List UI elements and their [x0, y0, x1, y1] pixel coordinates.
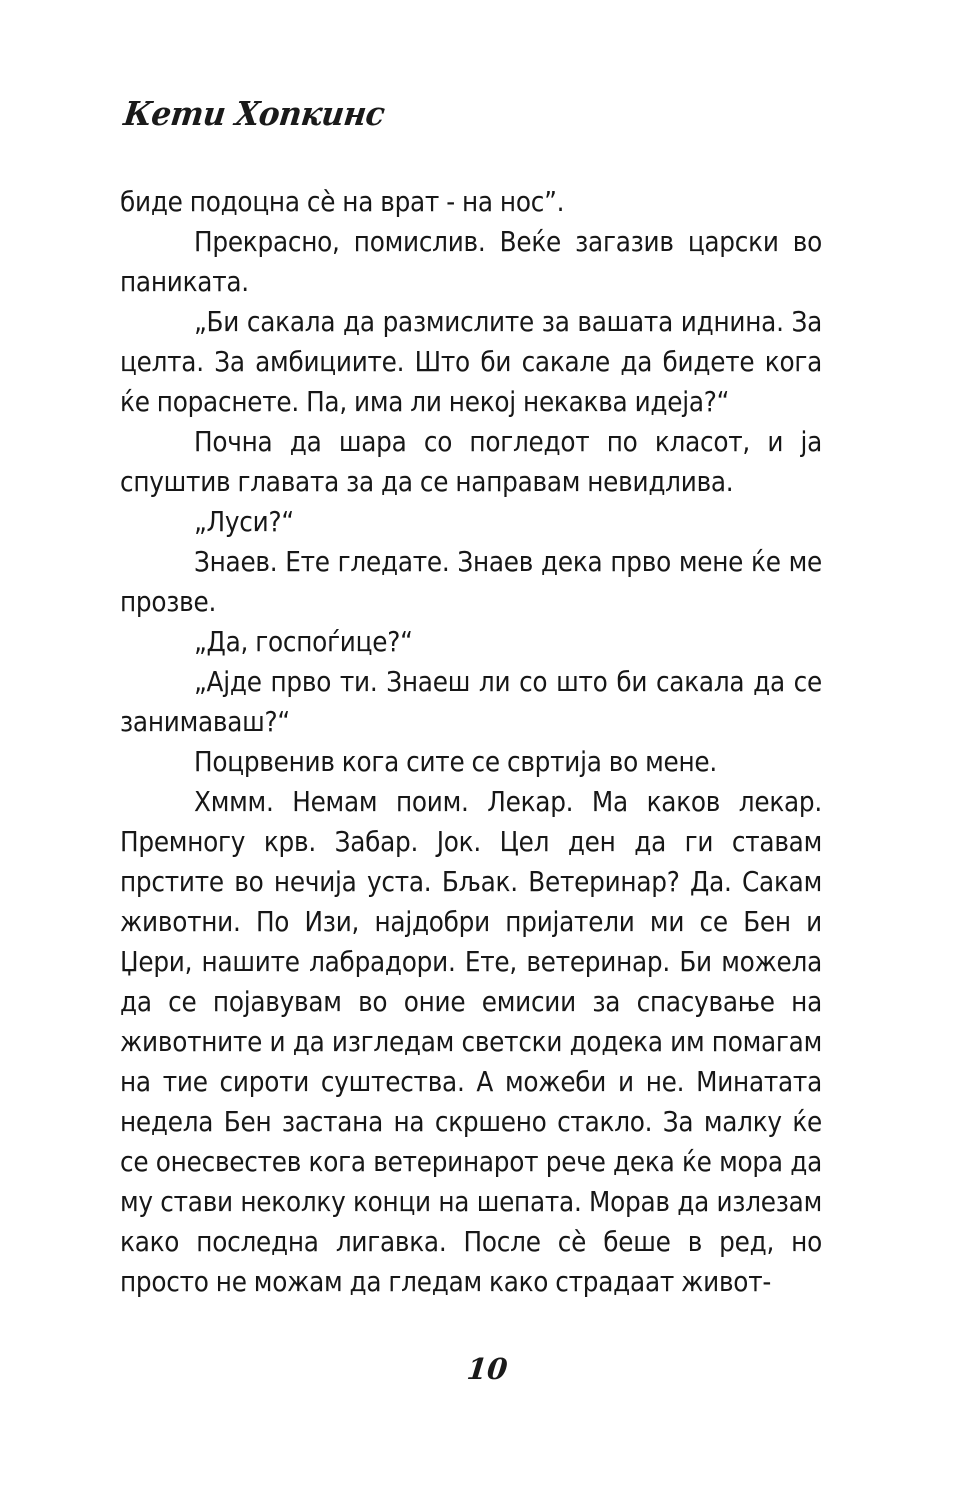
- paragraph: Знаев. Ете гледате. Знаев дека прво мене ќе ме прозве.: [120, 546, 822, 618]
- paragraph: „Луси?“: [194, 506, 294, 538]
- page-number-value: 10: [465, 1352, 509, 1386]
- paragraph: биде подоцна сè на врат - на нос”.: [120, 186, 565, 218]
- running-header-author: Кети Хопкинс: [121, 95, 387, 134]
- page-number: [0, 1352, 974, 1386]
- paragraph: „Би сакала да размислите за вашата иднина. За целта. За амбициите. Што би сакале да бидете кога ќе пораснете. Па, има ли некој некаква идеја?“: [120, 306, 822, 418]
- paragraph: „Да, госпоѓице?“: [194, 626, 413, 658]
- paragraph: Хммм. Немам поим. Лекар. Ма каков лекар. Премногу крв. Забар. Јок. Цел ден да ги ставам прстите во нечија уста. Бљак. Ветеринар? Да. Сакам животни. По Изи, најдобри пријатели ми се Бен и Џери, нашите лабрадори. Ете, ветеринар. Би можела да се појавувам во оние емисии за спасување на животните и да изгледам светски додека им помагам на тие сироти суштества. А можеби и не. Минатата недела Бен застана на скршено стакло. За малку ќе се онесвестев кога ветеринарот рече дека ќе мора да му стави неколку конци на шепата. Морав да излезам како последна лигавка. После сè беше в ред, но просто не можам да гледам како страдаат живот-: [120, 786, 822, 1298]
- paragraph: „Ајде прво ти. Знаеш ли со што би сакала да се занимаваш?“: [120, 666, 822, 738]
- paragraph: Поцрвенив кога сите се свртија во мене.: [194, 746, 717, 778]
- paragraph: Прекрасно, помислив. Веќе загазив царски во паниката.: [120, 226, 822, 298]
- body-text-block: [120, 182, 822, 1302]
- paragraph: Почна да шара со погледот по класот, и ја спуштив главата за да се направам невидлива.: [120, 426, 822, 498]
